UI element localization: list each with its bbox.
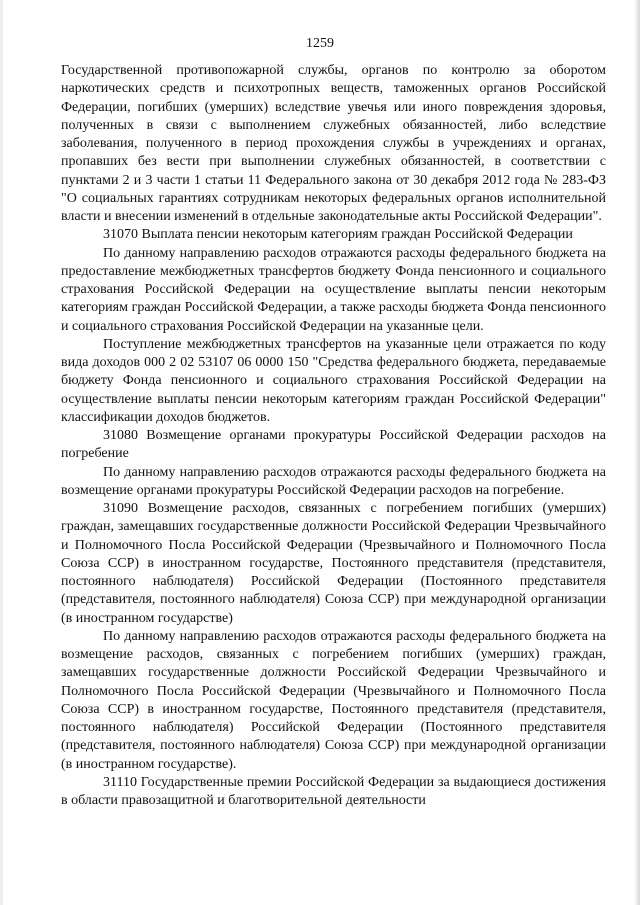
scan-right-edge bbox=[634, 0, 640, 905]
section-heading-31090: 31090 Возмещение расходов, связанных с погребением погибших (умерших) граждан, замещавших государственные должности Российской Федерации Чрезвычайного и Полномочного Посла Российской Федерации (Чрезвычайного и Полномочного Посла Союза ССР) в иностранном государстве, Постоянного представителя (представителя, постоянного наблюдателя) Российской Федерации (Постоянного представителя (представителя, постоянного наблюдателя) Союза ССР) при международной организации (в иностранном государстве) bbox=[61, 501, 606, 626]
scan-left-edge bbox=[0, 0, 3, 905]
paragraph-continuation: Государственной противопожарной службы, органов по контролю за оборотом наркотических средств и психотропных веществ, таможенных органов Российской Федерации, погибших (умерших) вследствие увечья или иного повреждения здоровья, полученных в связи с выполнением служебных обязанностей, либо вследствие заболевания, полученного в период прохождения службы в учреждениях и органах, пропавших без вести при выполнении служебных обязанностей, в соответствии с пунктами 2 и 3 части 1 статьи 11 Федерального закона от 30 декабря 2012 года № 283-ФЗ "О социальных гарантиях сотрудникам некоторых федеральных органов исполнительной власти и внесении изменений в отдельные законодательные акты Российской Федерации". bbox=[61, 63, 606, 224]
section-heading-31110: 31110 Государственные премии Российской Федерации за выдающиеся достижения в области правозащитной и благотворительной деятельности bbox=[61, 774, 606, 808]
paragraph: По данному направлению расходов отражаются расходы федерального бюджета на возмещение органами прокуратуры Российской Федерации расходов на погребение. bbox=[61, 464, 606, 498]
section-heading-31080: 31080 Возмещение органами прокуратуры Российской Федерации расходов на погребение bbox=[61, 428, 606, 462]
section-heading-31070: 31070 Выплата пенсии некоторым категориям граждан Российской Федерации bbox=[103, 227, 573, 243]
paragraph: Поступление межбюджетных трансфертов на указанные цели отражается по коду вида доходов 000 2 02 53107 06 0000 150 "Средства федерального бюджета, передаваемые бюджету Фонда пенсионного и социального страхования Российской Федерации на осуществление выплаты пенсии некоторым категориям граждан Российской Федерации" классификации доходов бюджетов. bbox=[61, 336, 606, 425]
document-body bbox=[61, 62, 606, 810]
paragraph: По данному направлению расходов отражаются расходы федерального бюджета на возмещение расходов, связанных с погребением погибших (умерших) граждан, замещавших государственные должности Российской Федерации Чрезвычайного и Полномочного Посла Российской Федерации (Чрезвычайного и Полномочного Посла Союза ССР) в иностранном государстве, Постоянного представителя (представителя, постоянного наблюдателя) Российской Федерации (Постоянного представителя (представителя, постоянного наблюдателя) Союза ССР) при международной организации (в иностранном государстве). bbox=[61, 628, 606, 772]
paragraph: По данному направлению расходов отражаются расходы федерального бюджета на предоставление межбюджетных трансфертов бюджету Фонда пенсионного и социального страхования Российской Федерации на осуществление выплаты пенсии некоторым категориям граждан Российской Федерации, а также расходы бюджета Фонда пенсионного и социального страхования Российской Федерации на указанные цели. bbox=[61, 245, 606, 334]
page-number: 1259 bbox=[306, 36, 334, 51]
